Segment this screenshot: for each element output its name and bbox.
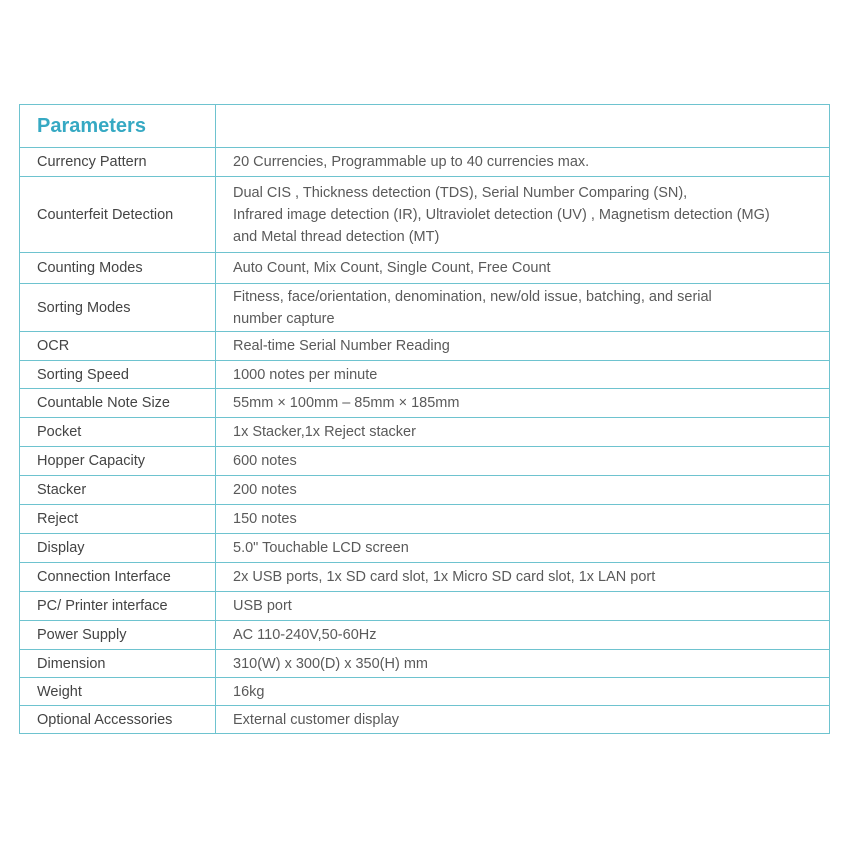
row-label: PC/ Printer interface xyxy=(20,592,216,621)
row-value xyxy=(216,650,830,678)
row-label: Connection Interface xyxy=(20,563,216,592)
row-label: Pocket xyxy=(20,418,216,447)
row-value xyxy=(216,148,830,177)
row-value xyxy=(216,563,830,592)
row-label: Display xyxy=(20,534,216,563)
row-label: Weight xyxy=(20,678,216,706)
row-value xyxy=(216,253,830,284)
row-label: Power Supply xyxy=(20,621,216,650)
table-row xyxy=(20,148,830,177)
row-value-line: 20 Currencies, Programmable up to 40 currencies max. xyxy=(233,154,590,170)
table-heading-empty-cell xyxy=(216,105,830,148)
row-value xyxy=(216,447,830,476)
table-row xyxy=(20,534,830,563)
table-row xyxy=(20,563,830,592)
row-value-line: number capture xyxy=(233,310,335,327)
table-heading: Parameters xyxy=(20,105,216,148)
table-row xyxy=(20,476,830,505)
row-value-line: and Metal thread detection (MT) xyxy=(233,228,440,245)
row-value-line: 55mm × 100mm – 85mm × 185mm xyxy=(233,395,460,411)
row-value xyxy=(216,284,830,332)
row-value-line: 1000 notes per minute xyxy=(233,366,378,383)
row-value xyxy=(216,361,830,389)
row-value-line: 16kg xyxy=(233,683,265,700)
row-label: Optional Accessories xyxy=(20,706,216,734)
table-row xyxy=(20,505,830,534)
row-value-line: 2x USB ports, 1x SD card slot, 1x Micro SD card slot, 1x LAN port xyxy=(233,569,656,585)
row-label: Counting Modes xyxy=(20,253,216,284)
row-label: Counterfeit Detection xyxy=(20,177,216,253)
table-row xyxy=(20,361,830,389)
row-value-line: Infrared image detection (IR), Ultraviolet detection (UV) , Magnetism detection (MG) xyxy=(233,206,770,223)
row-label: Reject xyxy=(20,505,216,534)
table-row xyxy=(20,332,830,361)
table-row xyxy=(20,389,830,418)
row-value xyxy=(216,418,830,447)
row-value xyxy=(216,534,830,563)
row-label: Dimension xyxy=(20,650,216,678)
table-row xyxy=(20,447,830,476)
row-value xyxy=(216,678,830,706)
row-value-line: Auto Count, Mix Count, Single Count, Free Count xyxy=(233,260,551,276)
parameters-table-body xyxy=(20,105,830,734)
table-row xyxy=(20,650,830,678)
row-value xyxy=(216,505,830,534)
row-label: Sorting Modes xyxy=(20,284,216,332)
row-label: OCR xyxy=(20,332,216,361)
row-label: Hopper Capacity xyxy=(20,447,216,476)
table-row xyxy=(20,678,830,706)
row-value xyxy=(216,332,830,361)
row-label: Stacker xyxy=(20,476,216,505)
row-label: Currency Pattern xyxy=(20,148,216,177)
table-row xyxy=(20,706,830,734)
table-row xyxy=(20,253,830,284)
row-value-line: 600 notes xyxy=(233,453,297,469)
table-row xyxy=(20,592,830,621)
table-row xyxy=(20,621,830,650)
table-row xyxy=(20,284,830,332)
row-value-line: 1x Stacker,1x Reject stacker xyxy=(233,424,416,440)
row-value-line: Dual CIS , Thickness detection (TDS), Serial Number Comparing (SN), xyxy=(233,184,688,201)
row-value-line: 200 notes xyxy=(233,482,297,498)
row-label: Sorting Speed xyxy=(20,361,216,389)
row-value xyxy=(216,621,830,650)
parameters-table xyxy=(19,104,830,734)
row-value-line: AC 110-240V,50-60Hz xyxy=(233,627,377,643)
row-value-line: Real-time Serial Number Reading xyxy=(233,338,450,354)
table-row xyxy=(20,177,830,253)
row-value-line: 5.0" Touchable LCD screen xyxy=(233,540,409,556)
row-value-line: 310(W) x 300(D) x 350(H) mm xyxy=(233,655,428,672)
row-value xyxy=(216,389,830,418)
row-label: Countable Note Size xyxy=(20,389,216,418)
row-value-line: External customer display xyxy=(233,711,400,728)
row-value-line: USB port xyxy=(233,598,292,614)
row-value-line: 150 notes xyxy=(233,511,297,527)
row-value xyxy=(216,592,830,621)
table-header-row xyxy=(20,105,830,148)
row-value xyxy=(216,706,830,734)
row-value-line: Fitness, face/orientation, denomination, new/old issue, batching, and serial xyxy=(233,288,712,305)
row-value xyxy=(216,476,830,505)
row-value xyxy=(216,177,830,253)
table-row xyxy=(20,418,830,447)
